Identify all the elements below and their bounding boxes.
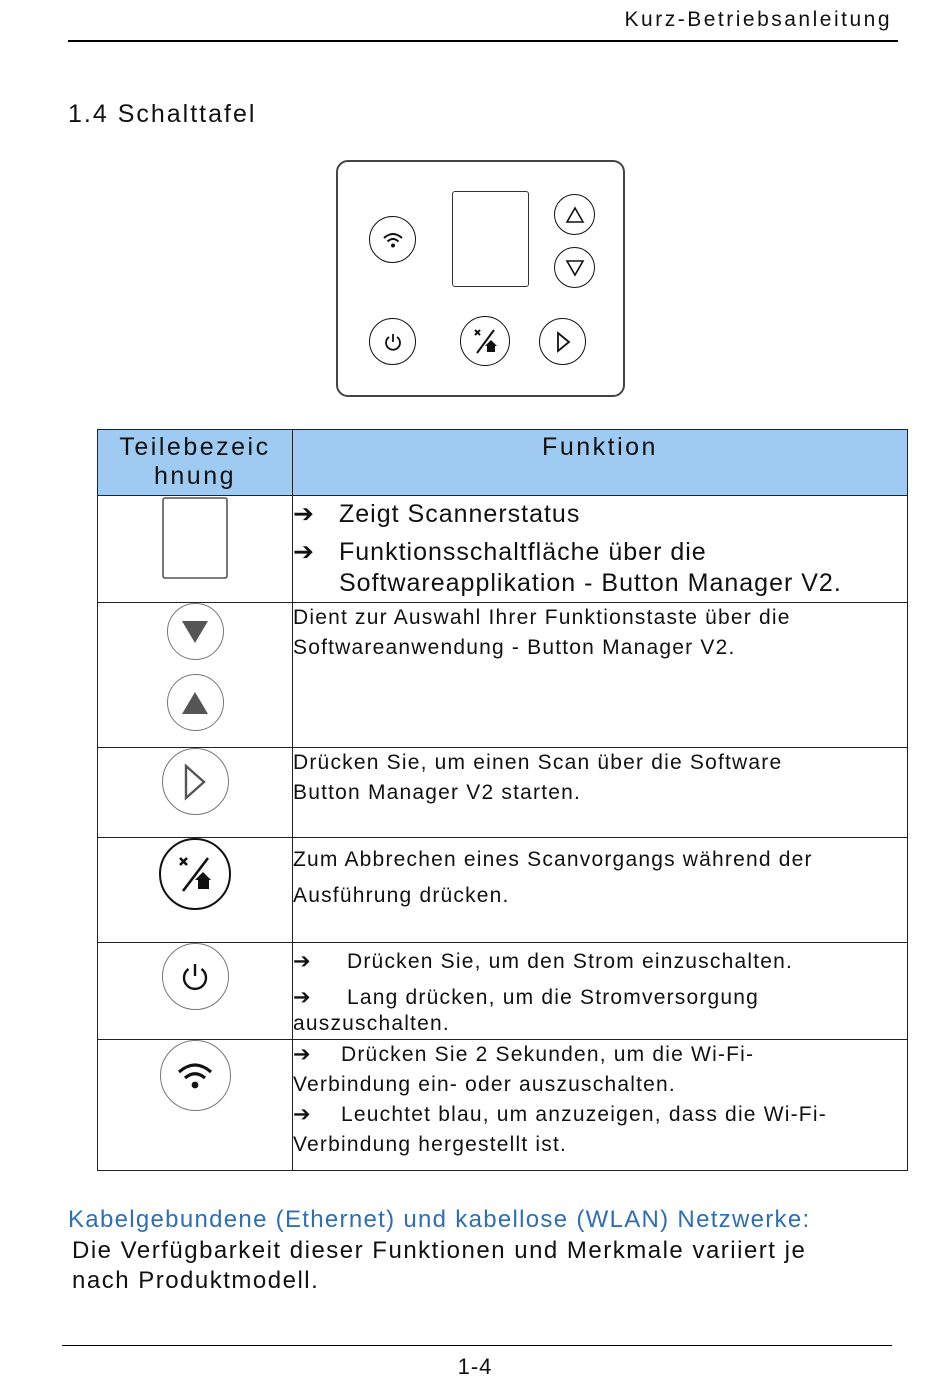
bullet-item — [293, 949, 907, 975]
table-row — [98, 603, 908, 748]
up-triangle-icon — [565, 206, 585, 224]
icon-cell — [98, 748, 293, 838]
cancel-home-icon — [171, 850, 219, 898]
panel-scan-button — [539, 318, 586, 365]
bullet-text: Drücken Sie, um den Strom einzuschalten. — [347, 950, 794, 973]
arrow-icon: ➔ — [293, 950, 312, 973]
icon-cell — [98, 838, 293, 943]
header-part-name-line1: Teilebezeic — [119, 433, 271, 461]
table-row — [98, 496, 908, 603]
bullet-text-cont: Softwareapplikation - Button Manager V2. — [339, 569, 842, 597]
icon-cell — [98, 943, 293, 1040]
description-cell — [293, 603, 908, 748]
footer-rule — [62, 1345, 892, 1346]
bullet-text-cont: auszuschalten. — [293, 1012, 450, 1035]
arrow-icon: ➔ — [293, 1043, 312, 1066]
display-screen — [452, 191, 529, 287]
bullet-text-cont: Verbindung ein- oder auszuschalten. — [293, 1073, 676, 1096]
up-triangle-icon — [180, 690, 210, 716]
control-panel-illustration — [336, 160, 625, 397]
page-header-title: Kurz-Betriebsanleitung — [624, 8, 892, 31]
wifi-icon — [176, 1061, 214, 1091]
bullet-item — [293, 537, 907, 599]
cancel-home-icon — [468, 324, 502, 358]
description-line: Softwareanwendung - Button Manager V2. — [293, 636, 736, 659]
wifi-button-icon — [160, 1040, 231, 1111]
panel-cancel-button — [460, 316, 510, 366]
play-triangle-icon — [554, 331, 572, 353]
header-function: Funktion — [293, 430, 908, 496]
arrow-icon: ➔ — [293, 986, 312, 1009]
page-number: 1-4 — [457, 1354, 493, 1379]
bullet-item — [293, 1100, 907, 1130]
icon-cell — [98, 496, 293, 603]
display-screen-icon — [161, 496, 229, 580]
bullet-text: Drücken Sie 2 Sekunden, um die Wi-Fi- — [341, 1043, 755, 1066]
description-cell — [293, 496, 908, 603]
down-triangle-icon — [565, 259, 585, 277]
icon-cell — [98, 603, 293, 748]
description-line: Button Manager V2 starten. — [293, 781, 582, 804]
bullet-text: Lang drücken, um die Stromversorgung — [347, 986, 760, 1009]
bullet-text: Funktionsschaltfläche über die — [339, 538, 707, 566]
bullet-item — [293, 985, 907, 1011]
network-note-body — [72, 1236, 892, 1296]
bullet-text: Zeigt Scannerstatus — [339, 500, 581, 528]
network-note-line: nach Produktmodell. — [72, 1267, 320, 1294]
up-button-icon — [167, 674, 224, 731]
table-row — [98, 838, 908, 943]
scan-triangle-icon — [182, 763, 208, 801]
section-heading: 1.4 Schalttafel — [68, 100, 257, 128]
description-line: Ausführung drücken. — [293, 884, 510, 907]
table-row — [98, 1040, 908, 1171]
icon-cell — [98, 1040, 293, 1171]
bullet-item — [293, 499, 907, 530]
cancel-button-icon — [159, 838, 231, 910]
table-row — [98, 943, 908, 1040]
description-cell — [293, 748, 908, 838]
description-line: Zum Abbrechen eines Scanvorgangs während der — [293, 848, 813, 871]
bullet-item — [293, 1040, 907, 1070]
arrow-icon: ➔ — [293, 1103, 312, 1126]
description-cell — [293, 943, 908, 1040]
panel-up-button — [554, 194, 595, 235]
power-icon — [179, 961, 211, 993]
panel-down-button — [554, 247, 595, 288]
description-line: Drücken Sie, um einen Scan über die Software — [293, 751, 783, 774]
description-cell — [293, 1040, 908, 1171]
header-rule — [68, 40, 898, 42]
bullet-text-cont: Verbindung hergestellt ist. — [293, 1133, 568, 1156]
description-line: Dient zur Auswahl Ihrer Funktionstaste über die — [293, 606, 791, 629]
table-header-row — [98, 430, 908, 496]
wifi-icon — [382, 231, 404, 249]
arrow-icon: ➔ — [293, 500, 315, 528]
power-icon — [383, 332, 403, 352]
scan-button-icon — [162, 748, 229, 815]
power-button-icon — [162, 943, 229, 1010]
panel-power-button — [369, 318, 416, 365]
panel-wifi-button — [369, 216, 416, 263]
header-part-name-line2: hnung — [153, 462, 237, 490]
network-note-title: Kabelgebundene (Ethernet) und kabellose (WLAN) Netzwerke: — [68, 1206, 811, 1233]
network-note-line: Die Verfügbarkeit dieser Funktionen und Merkmale variiert je — [72, 1237, 807, 1264]
down-button-icon — [167, 603, 224, 660]
arrow-icon: ➔ — [293, 538, 315, 566]
parts-function-table — [97, 429, 908, 1171]
down-triangle-icon — [180, 619, 210, 645]
description-cell — [293, 838, 908, 943]
header-part-name — [98, 430, 293, 496]
table-row — [98, 748, 908, 838]
bullet-text: Leuchtet blau, um anzuzeigen, dass die Wi-Fi- — [341, 1103, 827, 1126]
